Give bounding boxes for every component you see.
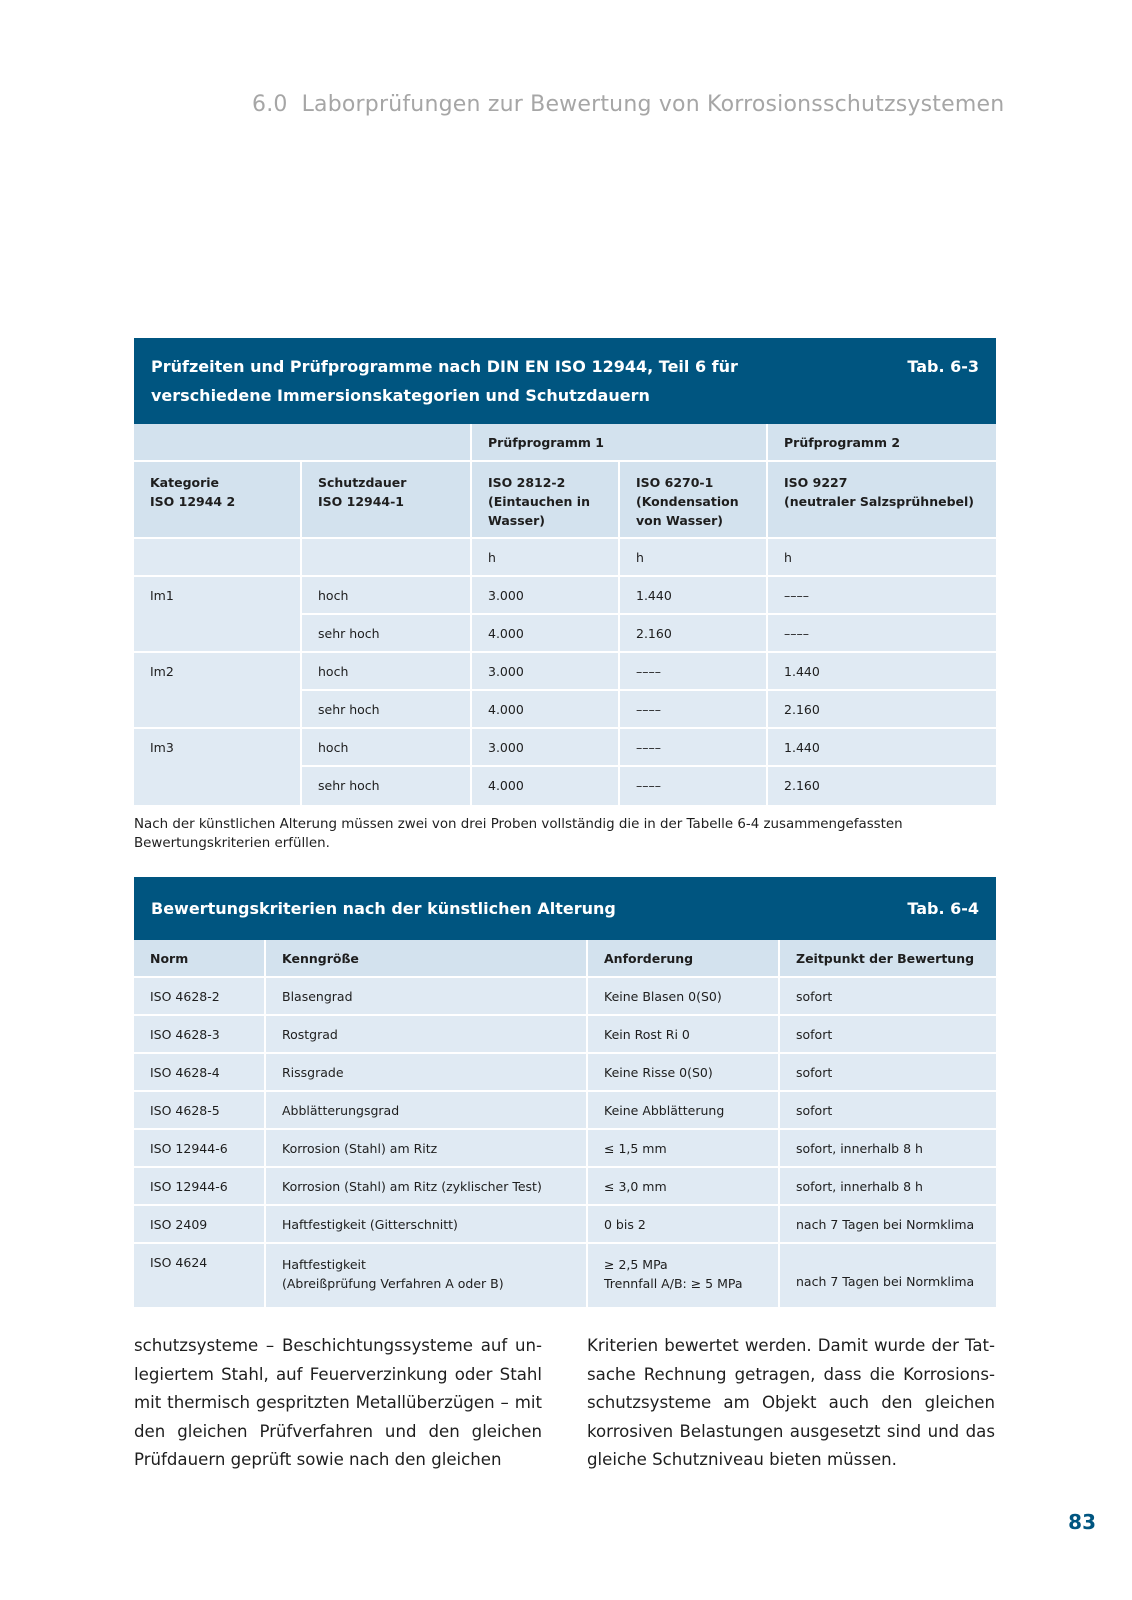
unit-cell: h <box>768 539 996 577</box>
cell-iso-6270-1: –––– <box>620 653 768 691</box>
cell-zeitpunkt: sofort <box>780 1054 996 1092</box>
cell-anforderung: 0 bis 2 <box>588 1206 780 1244</box>
cell-norm: ISO 4624 <box>134 1244 266 1307</box>
col-header-zeitpunkt: Zeitpunkt der Bewertung <box>780 940 996 978</box>
group-header-program-2: Prüfprogramm 2 <box>768 424 996 462</box>
table-6-4-header <box>134 877 996 940</box>
cell-kenngroesse: Rissgrade <box>266 1054 588 1092</box>
table-row <box>134 1206 996 1244</box>
body-text-right: Kriterien bewertet werden. Damit wurde der Tatsache Rechnung getragen, dass die Korrosionsschutzsysteme am Objekt auch den gleichen korrosiven Belastungen ausgesetzt sind und das gleiche Schutzniveau bieten müssen. <box>587 1336 995 1469</box>
cell-iso-9227: 2.160 <box>768 767 996 805</box>
col-header-kategorie: Kategorie ISO 12944 2 <box>134 462 302 539</box>
cell-anforderung: ≥ 2,5 MPa Trennfall A/B: ≥ 5 MPa <box>588 1244 780 1307</box>
cell-kenngroesse: Haftfestigkeit (Abreißprüfung Verfahren A oder B) <box>266 1244 588 1307</box>
table-6-4-grid <box>134 940 996 1307</box>
cell-iso-6270-1: –––– <box>620 767 768 805</box>
cell-anforderung: Keine Abblätterung <box>588 1092 780 1130</box>
table-row <box>134 1130 996 1168</box>
table-row <box>134 729 996 767</box>
cell-iso-2812-2: 3.000 <box>472 577 620 615</box>
cell-iso-6270-1: 2.160 <box>620 615 768 653</box>
cell-kategorie <box>134 767 302 805</box>
table-6-3-number: Tab. 6-3 <box>907 357 979 376</box>
cell-kenngroesse: Abblätterungsgrad <box>266 1092 588 1130</box>
cell-iso-6270-1: –––– <box>620 729 768 767</box>
cell-schutzdauer: hoch <box>302 729 472 767</box>
cell-anforderung: Keine Blasen 0(S0) <box>588 978 780 1016</box>
cell-schutzdauer: sehr hoch <box>302 691 472 729</box>
page-number: 83 <box>1068 1510 1096 1534</box>
unit-cell: h <box>472 539 620 577</box>
table-6-3-group-row <box>134 424 996 462</box>
cell-anforderung: ≤ 3,0 mm <box>588 1168 780 1206</box>
table-6-3-title: Prüfzeiten und Prüfprogramme nach DIN EN ISO 12944, Teil 6 für verschiedene Immersionskategorien und Schutzdauern <box>151 357 738 405</box>
table-row <box>134 691 996 729</box>
cell-kategorie <box>134 691 302 729</box>
table-row <box>134 615 996 653</box>
cell-kategorie <box>134 615 302 653</box>
col-header-iso-9227: ISO 9227 (neutraler Salzsprühnebel) <box>768 462 996 539</box>
cell-norm: ISO 2409 <box>134 1206 266 1244</box>
cell-norm: ISO 4628-4 <box>134 1054 266 1092</box>
cell-anforderung: Kein Rost Ri 0 <box>588 1016 780 1054</box>
col-header-iso-2812-2: ISO 2812-2 (Eintauchen in Wasser) <box>472 462 620 539</box>
cell-anforderung: ≤ 1,5 mm <box>588 1130 780 1168</box>
table-row <box>134 978 996 1016</box>
cell-iso-9227: 1.440 <box>768 653 996 691</box>
cell-norm: ISO 4628-3 <box>134 1016 266 1054</box>
chapter-number: 6.0 <box>252 92 288 117</box>
cell-kategorie: Im3 <box>134 729 302 767</box>
cell-zeitpunkt: sofort <box>780 1016 996 1054</box>
cell-iso-2812-2: 4.000 <box>472 691 620 729</box>
cell-schutzdauer: sehr hoch <box>302 767 472 805</box>
cell-iso-6270-1: –––– <box>620 691 768 729</box>
cell-norm: ISO 4628-5 <box>134 1092 266 1130</box>
cell-zeitpunkt: nach 7 Tagen bei Normklima <box>780 1206 996 1244</box>
cell-kenngroesse: Korrosion (Stahl) am Ritz <box>266 1130 588 1168</box>
unit-cell: h <box>620 539 768 577</box>
body-text-left: schutzsysteme – Beschichtungssysteme auf unlegiertem Stahl, auf Feuerverzinkung oder Stahl mit thermisch gespritzten Metallüberzügen – mit den gleichen Prüfverfahren und den gleichen Prüfdauern geprüft sowie nach den gleichen <box>134 1336 542 1469</box>
table-6-4-title: Bewertungskriterien nach der künstlichen Alterung <box>151 899 616 918</box>
cell-iso-9227: 2.160 <box>768 691 996 729</box>
table-row <box>134 653 996 691</box>
cell-schutzdauer: sehr hoch <box>302 615 472 653</box>
col-header-anforderung: Anforderung <box>588 940 780 978</box>
cell-iso-2812-2: 3.000 <box>472 729 620 767</box>
table-note: Nach der künstlichen Alterung müssen zwei von drei Proben vollständig die in der Tabelle 6-4 zusammengefassten Bewertungskriterien erfüllen. <box>134 817 903 851</box>
cell-iso-2812-2: 4.000 <box>472 615 620 653</box>
cell-zeitpunkt: sofort <box>780 978 996 1016</box>
table-row <box>134 1016 996 1054</box>
table-6-4-column-row <box>134 940 996 978</box>
table-6-3 <box>134 338 996 805</box>
cell-zeitpunkt: sofort <box>780 1092 996 1130</box>
cell-zeitpunkt: sofort, innerhalb 8 h <box>780 1168 996 1206</box>
cell-kenngroesse: Blasengrad <box>266 978 588 1016</box>
cell-norm: ISO 12944-6 <box>134 1168 266 1206</box>
table-row <box>134 577 996 615</box>
col-header-kenngroesse: Kenngröße <box>266 940 588 978</box>
group-header-program-1: Prüfprogramm 1 <box>472 424 768 462</box>
cell-zeitpunkt: nach 7 Tagen bei Normklima <box>780 1244 996 1307</box>
table-row <box>134 767 996 805</box>
cell-anforderung: Keine Risse 0(S0) <box>588 1054 780 1092</box>
cell-kategorie: Im2 <box>134 653 302 691</box>
table-6-3-grid <box>134 424 996 805</box>
table-6-3-header <box>134 338 996 424</box>
cell-norm: ISO 4628-2 <box>134 978 266 1016</box>
cell-kenngroesse: Haftfestigkeit (Gitterschnitt) <box>266 1206 588 1244</box>
chapter-heading <box>252 92 1005 117</box>
cell-iso-9227: 1.440 <box>768 729 996 767</box>
col-header-schutzdauer: Schutzdauer ISO 12944-1 <box>302 462 472 539</box>
col-header-norm: Norm <box>134 940 266 978</box>
cell-iso-9227: –––– <box>768 577 996 615</box>
cell-schutzdauer: hoch <box>302 653 472 691</box>
cell-iso-6270-1: 1.440 <box>620 577 768 615</box>
cell-zeitpunkt: sofort, innerhalb 8 h <box>780 1130 996 1168</box>
table-row <box>134 1168 996 1206</box>
table-6-3-column-row <box>134 462 996 539</box>
cell-iso-2812-2: 4.000 <box>472 767 620 805</box>
cell-norm: ISO 12944-6 <box>134 1130 266 1168</box>
cell-kenngroesse: Rostgrad <box>266 1016 588 1054</box>
cell-kategorie: Im1 <box>134 577 302 615</box>
table-6-4 <box>134 877 996 1307</box>
chapter-title: Laborprüfungen zur Bewertung von Korrosionsschutzsystemen <box>301 92 1005 117</box>
table-row <box>134 1244 996 1307</box>
table-6-4-number: Tab. 6-4 <box>907 899 979 918</box>
table-row <box>134 1092 996 1130</box>
cell-kenngroesse: Korrosion (Stahl) am Ritz (zyklischer Test) <box>266 1168 588 1206</box>
cell-iso-2812-2: 3.000 <box>472 653 620 691</box>
table-row <box>134 1054 996 1092</box>
cell-iso-9227: –––– <box>768 615 996 653</box>
col-header-iso-6270-1: ISO 6270-1 (Kondensation von Wasser) <box>620 462 768 539</box>
cell-schutzdauer: hoch <box>302 577 472 615</box>
unit-row <box>134 539 996 577</box>
